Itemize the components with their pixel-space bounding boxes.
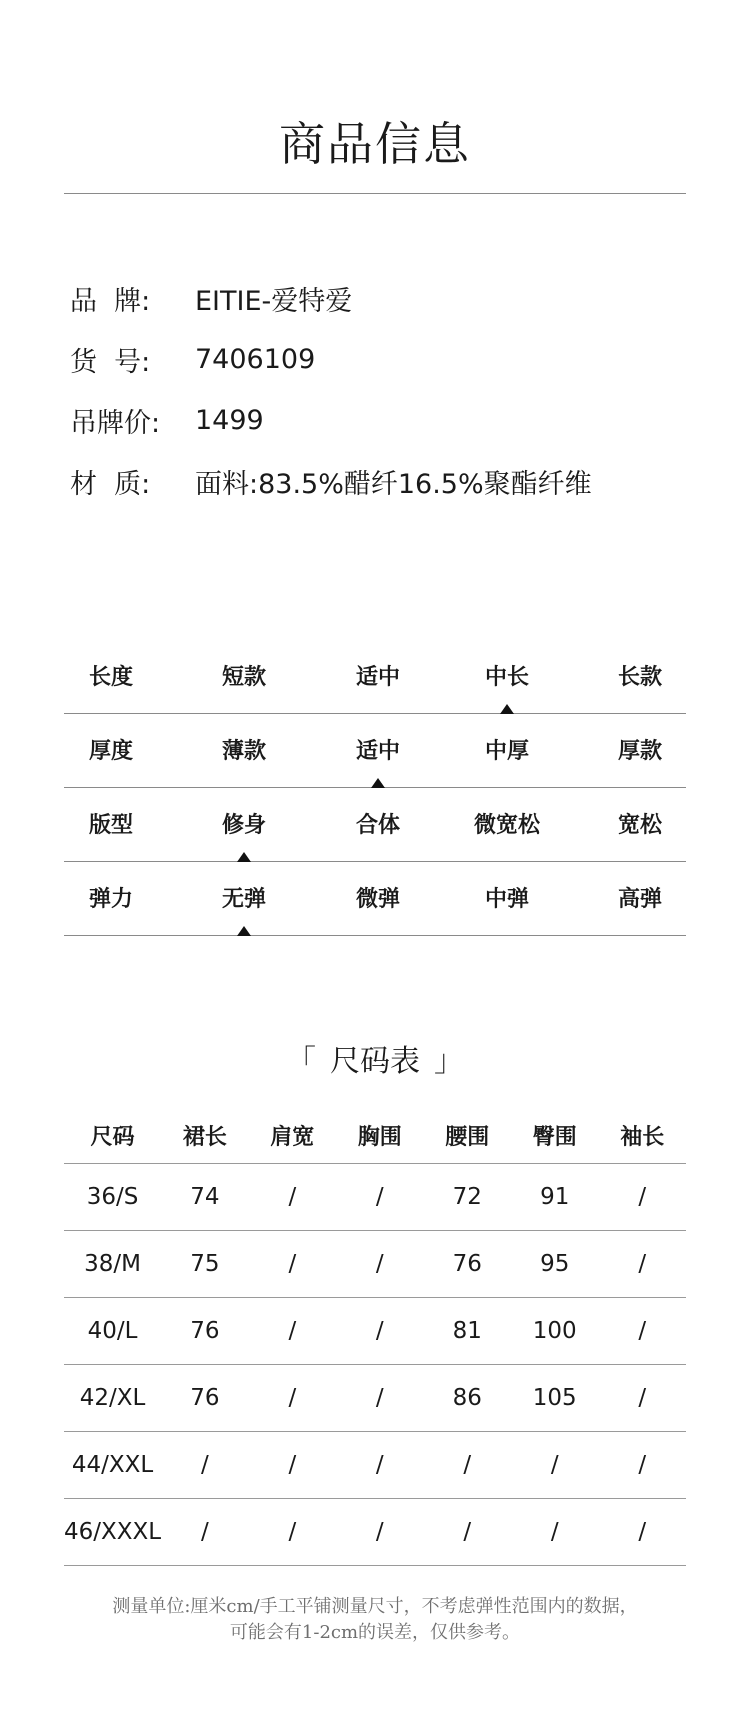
- size-table-header-cell: 尺码: [64, 1108, 161, 1164]
- table-row: [64, 1164, 686, 1231]
- table-cell: /: [598, 1231, 686, 1298]
- attribute-row: [64, 862, 686, 936]
- size-table: [64, 1108, 686, 1566]
- info-row-brand: [70, 268, 592, 329]
- table-cell: 95: [511, 1231, 598, 1298]
- size-table-header-cell: 臀围: [511, 1108, 598, 1164]
- attribute-option: 合体: [355, 813, 400, 838]
- selected-indicator-icon: [500, 704, 514, 714]
- attribute-option: 微弹: [355, 887, 400, 912]
- table-cell: /: [336, 1164, 423, 1231]
- note-line-1: 测量单位:厘米cm/手工平铺测量尺寸，不考虑弹性范围内的数据，: [112, 1596, 638, 1617]
- table-cell: 91: [511, 1164, 598, 1231]
- table-cell: 76: [424, 1231, 511, 1298]
- selected-indicator-icon: [237, 852, 251, 862]
- table-cell: 40/L: [64, 1298, 161, 1365]
- size-table-header-cell: 裙长: [161, 1108, 248, 1164]
- price-value: 1499: [195, 405, 264, 436]
- attribute-option: 适中: [355, 665, 400, 690]
- attribute-option: 中厚: [484, 739, 529, 764]
- table-cell: 76: [161, 1298, 248, 1365]
- info-row-price: [70, 390, 592, 451]
- price-label: 吊牌价:: [70, 408, 161, 439]
- table-cell: 100: [511, 1298, 598, 1365]
- attribute-name: 长度: [88, 665, 133, 690]
- title-divider: [64, 193, 686, 194]
- selected-indicator-icon: [371, 778, 385, 788]
- size-chart-title-text: 尺码表: [330, 1044, 420, 1079]
- attribute-row: [64, 788, 686, 862]
- size-table-header-cell: 袖长: [598, 1108, 686, 1164]
- table-cell: 72: [424, 1164, 511, 1231]
- material-value: 面料:83.5%醋纤16.5%聚酯纤维: [195, 469, 592, 500]
- size-table-header-cell: 肩宽: [249, 1108, 336, 1164]
- attribute-grid: [64, 640, 686, 936]
- attribute-name: 弹力: [88, 887, 133, 912]
- table-cell: /: [336, 1298, 423, 1365]
- attribute-option: 中弹: [484, 887, 529, 912]
- table-cell: 42/XL: [64, 1365, 161, 1432]
- material-label: 材 质:: [70, 469, 151, 500]
- product-info: [70, 268, 592, 512]
- table-cell: /: [511, 1432, 598, 1499]
- attribute-option: 无弹: [221, 887, 266, 912]
- table-cell: /: [161, 1432, 248, 1499]
- size-chart-title: [0, 1036, 750, 1080]
- table-cell: /: [249, 1432, 336, 1499]
- table-cell: 81: [424, 1298, 511, 1365]
- attribute-name: 版型: [88, 813, 133, 838]
- size-table-header: [64, 1108, 686, 1164]
- table-cell: /: [161, 1499, 248, 1566]
- selected-indicator-icon: [237, 926, 251, 936]
- attribute-option: 适中: [355, 739, 400, 764]
- size-table-header-cell: 胸围: [336, 1108, 423, 1164]
- info-row-sku: [70, 329, 592, 390]
- table-row: [64, 1432, 686, 1499]
- attribute-option: 微宽松: [473, 813, 540, 838]
- table-cell: /: [598, 1164, 686, 1231]
- table-row: [64, 1298, 686, 1365]
- table-cell: /: [249, 1365, 336, 1432]
- table-cell: /: [336, 1231, 423, 1298]
- attribute-option: 宽松: [617, 813, 662, 838]
- size-chart-open-bracket: 「: [286, 1044, 316, 1079]
- table-row: [64, 1231, 686, 1298]
- table-cell: 38/M: [64, 1231, 161, 1298]
- attribute-option: 修身: [221, 813, 266, 838]
- table-cell: 75: [161, 1231, 248, 1298]
- attribute-row: [64, 714, 686, 788]
- sku-label: 货 号:: [70, 347, 151, 378]
- attribute-option: 长款: [617, 665, 662, 690]
- table-cell: 86: [424, 1365, 511, 1432]
- attribute-option: 短款: [221, 665, 266, 690]
- size-table-header-cell: 腰围: [424, 1108, 511, 1164]
- attribute-option: 厚款: [617, 739, 662, 764]
- table-cell: /: [511, 1499, 598, 1566]
- table-cell: 36/S: [64, 1164, 161, 1231]
- attribute-option: 中长: [484, 665, 529, 690]
- table-row: [64, 1365, 686, 1432]
- info-row-material: [70, 451, 592, 512]
- size-chart-close-bracket: 」: [434, 1044, 464, 1079]
- table-cell: 44/XXL: [64, 1432, 161, 1499]
- attribute-row: [64, 640, 686, 714]
- table-cell: /: [336, 1365, 423, 1432]
- table-cell: /: [598, 1499, 686, 1566]
- table-cell: /: [598, 1365, 686, 1432]
- measurement-note: [0, 1594, 750, 1646]
- table-cell: /: [336, 1499, 423, 1566]
- sku-value: 7406109: [195, 344, 316, 375]
- attribute-name: 厚度: [88, 739, 133, 764]
- table-cell: 46/XXXL: [64, 1499, 161, 1566]
- brand-value: EITIE-爱特爱: [195, 286, 353, 317]
- table-cell: 76: [161, 1365, 248, 1432]
- table-cell: 105: [511, 1365, 598, 1432]
- table-row: [64, 1499, 686, 1566]
- table-cell: /: [249, 1499, 336, 1566]
- table-cell: 74: [161, 1164, 248, 1231]
- table-cell: /: [598, 1432, 686, 1499]
- attribute-option: 薄款: [221, 739, 266, 764]
- table-cell: /: [249, 1164, 336, 1231]
- table-cell: /: [424, 1499, 511, 1566]
- note-line-2: 可能会有1-2cm的误差，仅供参考。: [229, 1622, 521, 1643]
- table-cell: /: [249, 1231, 336, 1298]
- table-cell: /: [336, 1432, 423, 1499]
- table-cell: /: [424, 1432, 511, 1499]
- table-cell: /: [598, 1298, 686, 1365]
- brand-label: 品 牌:: [70, 286, 151, 317]
- page-title: 商品信息: [279, 117, 471, 171]
- attribute-option: 高弹: [617, 887, 662, 912]
- table-cell: /: [249, 1298, 336, 1365]
